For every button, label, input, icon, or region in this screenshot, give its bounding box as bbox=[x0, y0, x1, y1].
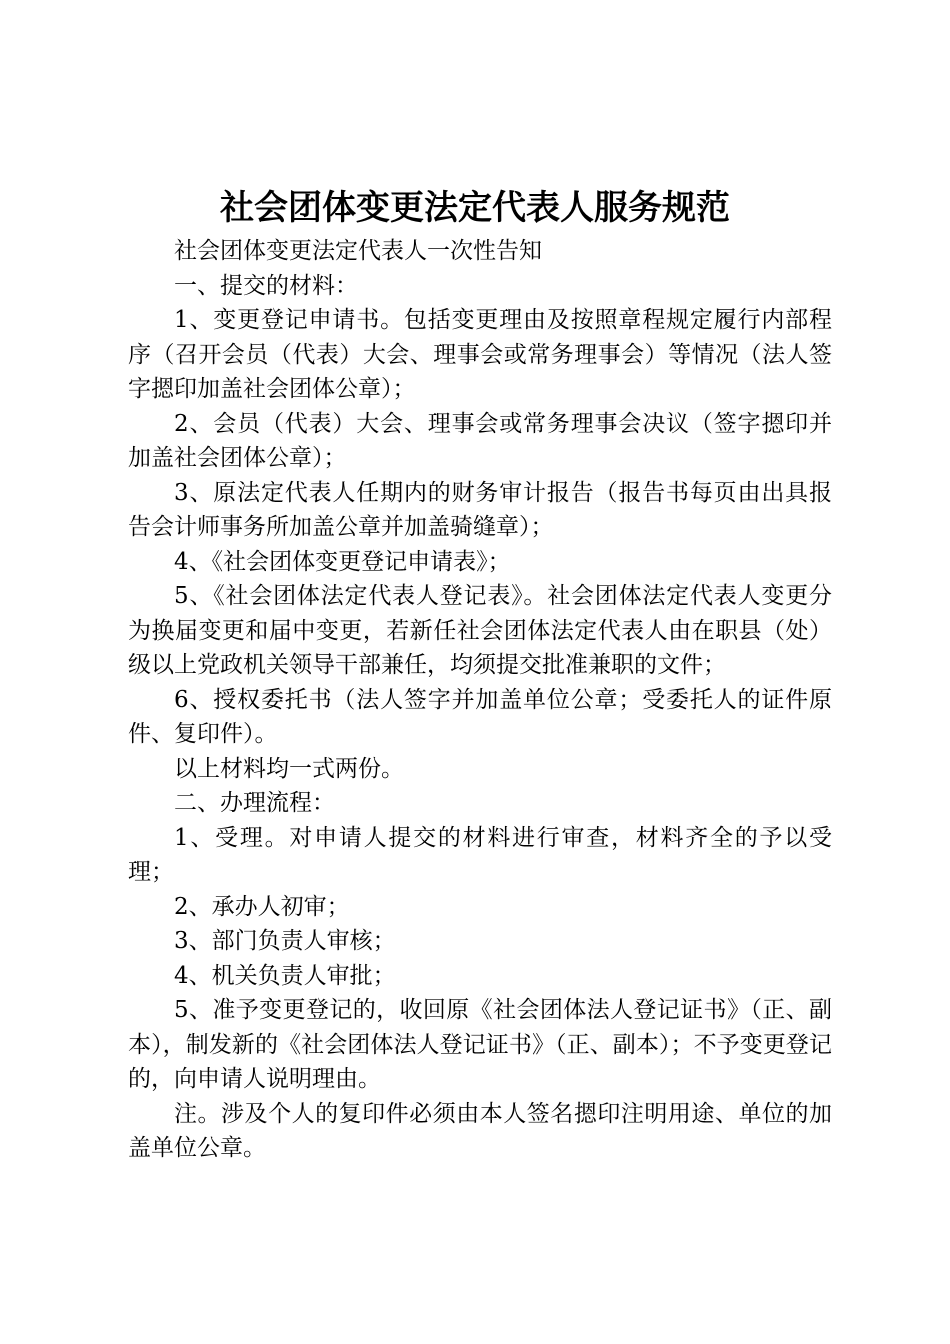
paragraph-process-3: 3、部门负责人审核； bbox=[174, 928, 396, 954]
paragraph-material-4: 4、《社会团体变更登记申请表》； bbox=[174, 548, 511, 575]
paragraph-process-5: 5、准予变更登记的，收回原《社会团体法人登记证书》（正、副本），制发新的《社会团体法人登记证书》（正、副本）；不予变更登记的，向申请人说明理由。 bbox=[128, 997, 832, 1092]
paragraph-section-materials: 一、提交的材料： bbox=[174, 272, 358, 299]
document-title: 社会团体变更法定代表人服务规范 bbox=[220, 188, 730, 228]
paragraph-material-6: 6、授权委托书（法人签字并加盖单位公章；受委托人的证件原件、复印件）。 bbox=[128, 686, 832, 747]
paragraph-material-5: 5、《社会团体法定代表人登记表》。社会团体法定代表人变更分为换届变更和届中变更，若新任社会团体法定代表人由在职县（处）级以上党政机关领导干部兼任，均须提交批准兼职的文件； bbox=[128, 583, 832, 678]
paragraph-notice-heading: 社会团体变更法定代表人一次性告知 bbox=[174, 238, 542, 264]
paragraph-material-3: 3、原法定代表人任期内的财务审计报告（报告书每页由出具报告会计师事务所加盖公章并加盖骑缝章）； bbox=[128, 479, 832, 540]
paragraph-material-2: 2、会员（代表）大会、理事会或常务理事会决议（签字摁印并加盖社会团体公章）； bbox=[128, 410, 832, 471]
paragraph-material-1: 1、变更登记申请书。包括变更理由及按照章程规定履行内部程序（召开会员（代表）大会、理事会或常务理事会）等情况（法人签字摁印加盖社会团体公章）； bbox=[128, 307, 832, 402]
paragraph-copies-note: 以上材料均一式两份。 bbox=[174, 755, 404, 782]
paragraph-process-2: 2、承办人初审； bbox=[174, 893, 350, 920]
paragraph-process-4: 4、机关负责人审批； bbox=[174, 962, 396, 989]
paragraph-section-process: 二、办理流程： bbox=[174, 790, 335, 816]
paragraph-process-1: 1、受理。对申请人提交的材料进行审查，材料齐全的予以受理； bbox=[128, 824, 832, 885]
paragraph-footnote: 注。涉及个人的复印件必须由本人签名摁印注明用途、单位的加盖单位公章。 bbox=[128, 1100, 832, 1161]
document-body bbox=[128, 234, 832, 1166]
